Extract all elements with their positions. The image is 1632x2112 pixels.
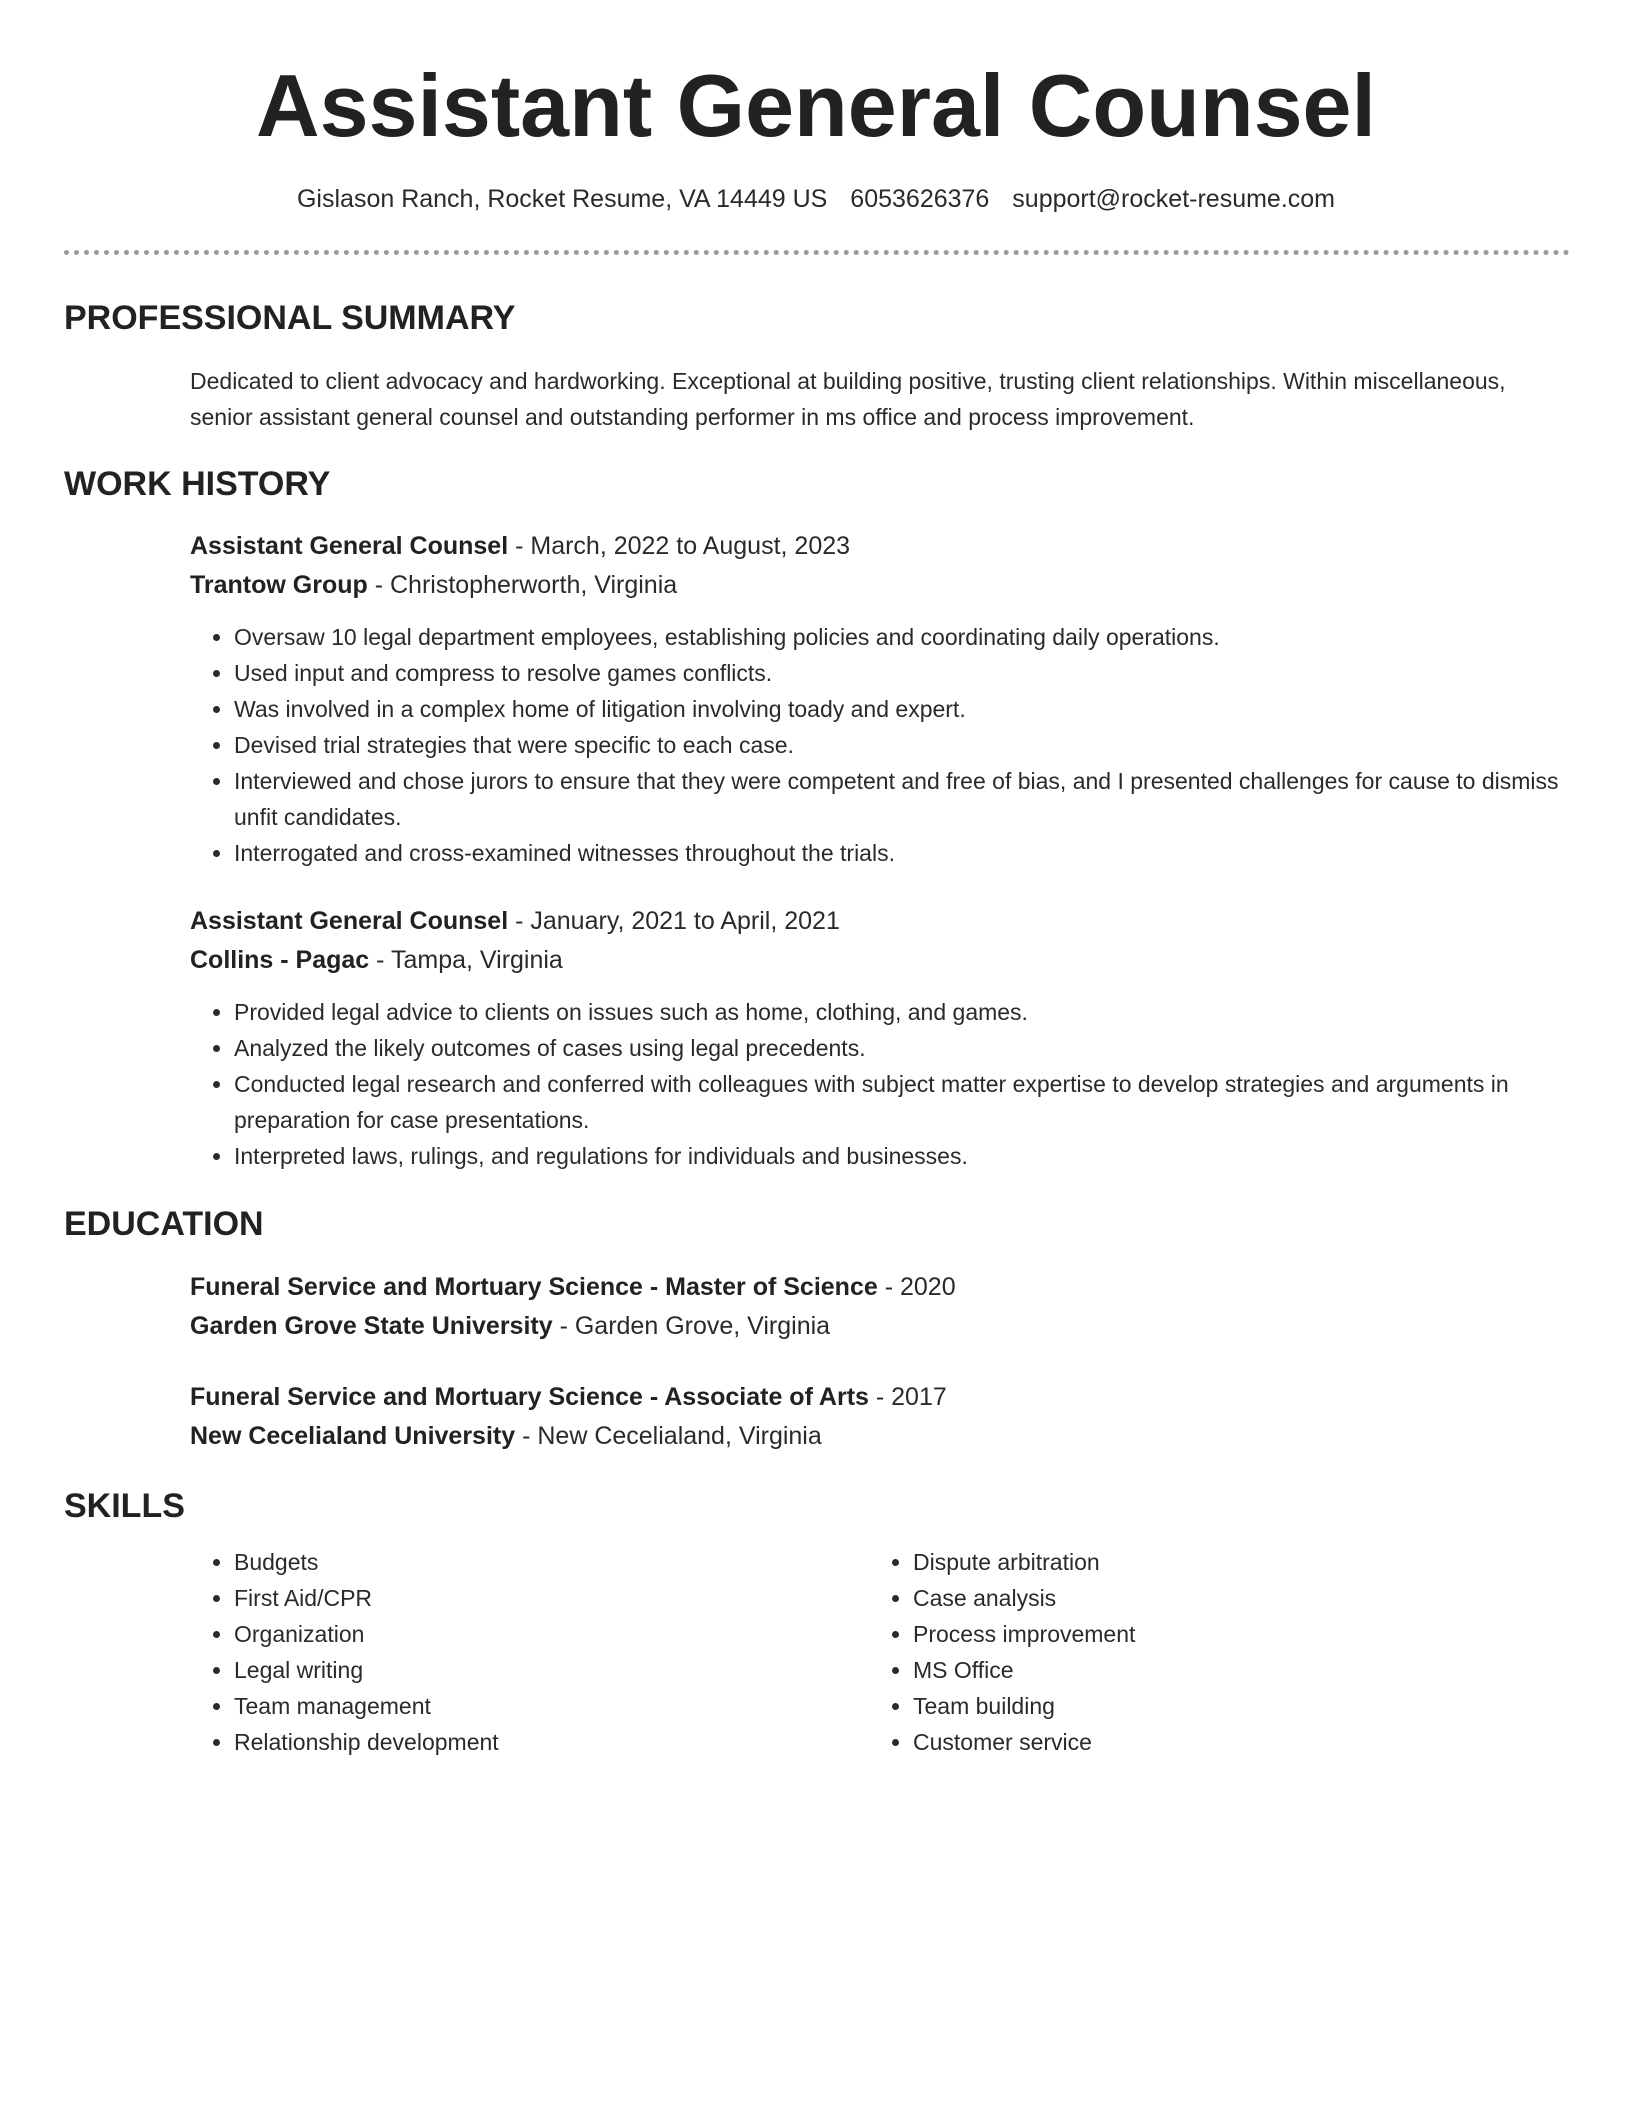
skill-item: • Budgets — [234, 1544, 790, 1580]
skill-item: • First Aid/CPR — [234, 1580, 790, 1616]
job-location: - Tampa, Virginia — [369, 946, 563, 974]
job-bullet: • Provided legal advice to clients on issues such as home, clothing, and games. — [234, 994, 1560, 1030]
education-school: New Cecelialand University — [190, 1422, 516, 1450]
job-bullet: • Devised trial strategies that were specific to each case. — [234, 727, 1560, 763]
education-degree-line — [190, 1268, 1560, 1307]
skill-item: • Case analysis — [913, 1580, 1469, 1616]
contact-email: support@rocket-resume.com — [1012, 185, 1336, 213]
job-bullet: • Conducted legal research and conferred with colleagues with subject matter expertise to develop strategies and arguments in preparation for case presentations. — [234, 1066, 1560, 1138]
education-school: Garden Grove State University — [190, 1312, 553, 1340]
job-title-line — [190, 902, 1560, 941]
job-company-line — [190, 566, 1560, 605]
job-role: Assistant General Counsel — [190, 532, 509, 560]
job-bullet: • Analyzed the likely outcomes of cases using legal precedents. — [234, 1030, 1560, 1066]
job-bullet: • Used input and compress to resolve games conflicts. — [234, 655, 1560, 691]
education-degree: Funeral Service and Mortuary Science - Master of Science — [190, 1273, 878, 1301]
skill-item: • Team building — [913, 1688, 1469, 1724]
section-title-work-history: WORK HISTORY — [64, 465, 331, 503]
job-bullet: • Was involved in a complex home of litigation involving toady and expert. — [234, 691, 1560, 727]
job-company: Trantow Group — [190, 571, 368, 599]
skill-item: • Dispute arbitration — [913, 1544, 1469, 1580]
resume-name-heading: Assistant General Counsel — [256, 56, 1376, 155]
section-title-education: EDUCATION — [64, 1205, 264, 1243]
job-bullets — [190, 619, 1560, 871]
job-dates: - March, 2022 to August, 2023 — [508, 532, 851, 560]
education-location: - New Cecelialand, Virginia — [515, 1422, 822, 1450]
job-entry — [190, 902, 1560, 1174]
job-company: Collins - Pagac — [190, 946, 370, 974]
job-bullets — [190, 994, 1560, 1174]
education-year: - 2020 — [877, 1273, 956, 1301]
job-bullet: • Interviewed and chose jurors to ensure that they were competent and free of bias, and I presented challenges for cause to dismiss unfit candidates. — [234, 763, 1560, 835]
skill-item: • Team management — [234, 1688, 790, 1724]
education-entry — [190, 1268, 1560, 1346]
skills-column-right — [869, 1544, 1469, 1760]
contact-line — [0, 182, 1632, 216]
education-school-line — [190, 1307, 1560, 1346]
skill-item: • Customer service — [913, 1724, 1469, 1760]
education-year: - 2017 — [868, 1383, 947, 1411]
summary-text: Dedicated to client advocacy and hardworking. Exceptional at building positive, trusting client relationships. Within miscellaneous, senior assistant general counsel and outstanding performer in ms office and process improvement. — [190, 368, 1506, 430]
job-entry — [190, 527, 1560, 871]
education-entry — [190, 1378, 1560, 1456]
header-divider — [64, 250, 1570, 255]
job-dates: - January, 2021 to April, 2021 — [508, 907, 840, 935]
skills-column-left — [190, 1544, 790, 1760]
job-role: Assistant General Counsel — [190, 907, 509, 935]
contact-address: Gislason Ranch, Rocket Resume, VA 14449 US — [296, 185, 828, 213]
contact-phone: 6053626376 — [850, 185, 990, 213]
skill-item: • Process improvement — [913, 1616, 1469, 1652]
job-title-line — [190, 527, 1560, 566]
education-school-line — [190, 1417, 1560, 1456]
section-title-summary: PROFESSIONAL SUMMARY — [64, 299, 516, 337]
skill-item: • MS Office — [913, 1652, 1469, 1688]
job-company-line — [190, 941, 1560, 980]
education-degree: Funeral Service and Mortuary Science - Associate of Arts — [190, 1383, 869, 1411]
skill-item: • Organization — [234, 1616, 790, 1652]
skill-item: • Legal writing — [234, 1652, 790, 1688]
section-title-skills: SKILLS — [64, 1487, 185, 1525]
education-degree-line — [190, 1378, 1560, 1417]
job-bullet: • Interrogated and cross-examined witnesses throughout the trials. — [234, 835, 1560, 871]
job-bullet: • Oversaw 10 legal department employees, establishing policies and coordinating daily operations. — [234, 619, 1560, 655]
education-location: - Garden Grove, Virginia — [552, 1312, 831, 1340]
job-location: - Christopherworth, Virginia — [367, 571, 678, 599]
job-bullet: • Interpreted laws, rulings, and regulations for individuals and businesses. — [234, 1138, 1560, 1174]
skill-item: • Relationship development — [234, 1724, 790, 1760]
